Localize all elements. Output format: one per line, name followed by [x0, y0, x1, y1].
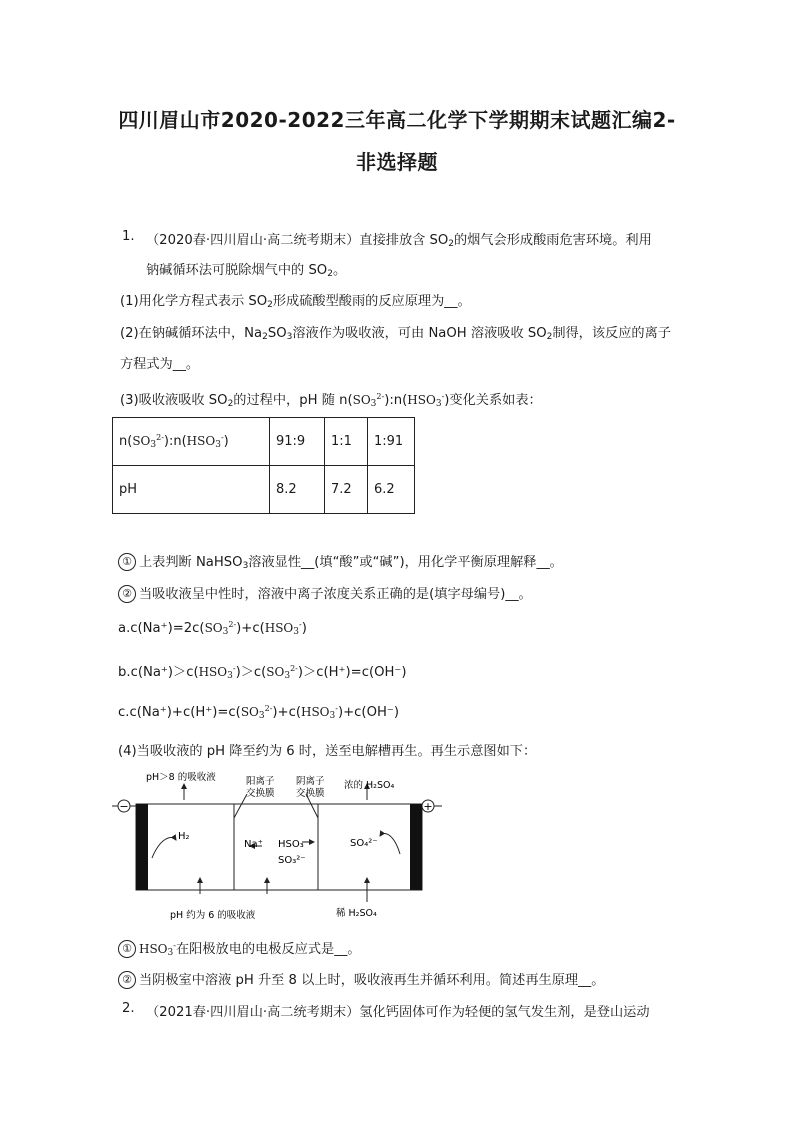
label-dilute-h2so4: 稀 H₂SO₄ — [336, 908, 377, 919]
question-1-part2: (2)在钠碱循环法中，$Na_2SO_3$溶液作为吸收液，可由 NaOH 溶液吸收 $SO_2$制得，该反应的离子 — [120, 326, 671, 342]
label-cation-membrane: 阳离子 — [246, 776, 275, 787]
document-title-line2: 非选择题 — [356, 150, 438, 174]
table-row — [113, 466, 415, 514]
plus-sign: + — [423, 800, 433, 813]
question-1-part2-cont: 方程式为__。 — [120, 357, 200, 372]
document-title-line1: 四川眉山市2020-2022三年高二化学下学期期末试题汇编2- — [118, 108, 676, 132]
table-row — [113, 418, 415, 466]
option-b: $b.c(Na^+)>c(HSO_3^-)>c(SO_3^{2-})>c(H^+)=c(OH^-)$ — [118, 664, 407, 681]
option-a: $a.c(Na^+)=2c(SO_3^{2-})+c(HSO_3^-)$ — [118, 620, 307, 637]
label-so3-ion: SO₃²⁻ — [278, 855, 306, 866]
label-anion-membrane: 阴离子 — [296, 776, 325, 787]
question-2-number: 2. — [122, 1001, 135, 1016]
table-cell: 8.2 — [270, 466, 325, 514]
minus-sign: − — [119, 800, 129, 813]
table-cell: 7.2 — [325, 466, 368, 514]
table-cell-label: pH — [113, 466, 270, 514]
label-so4-ion: SO₄²⁻ — [350, 838, 378, 849]
cathode — [136, 804, 148, 890]
question-1-part3-sub2: ② 当吸收液呈中性时，溶液中离子浓度关系正确的是(填字母编号)__。 — [118, 583, 532, 603]
table-cell: 91:9 — [270, 418, 325, 466]
option-c: $c.c(Na^+)+c(H^+)=c(SO_3^{2-})+c(HSO_3^-)+c(OH^-)$ — [118, 704, 399, 721]
question-1-part3-sub1: ① 上表判断 NaHSO$_3$溶液显性__(填“酸”或“碱”)，用化学平衡原理解释__。 — [118, 551, 563, 571]
question-1-intro: （2020春·四川眉山·高二统考期末）直接排放含 $SO_2$的烟气会形成酸雨危害环境。利用 — [146, 233, 652, 249]
table-cell-label: $n(SO_3^{2-}):n(HSO_3^-)$ — [113, 418, 270, 466]
table-cell: 6.2 — [368, 466, 415, 514]
label-h2: H₂ — [178, 831, 190, 842]
question-2-intro: （2021春·四川眉山·高二统考期末）氢化钙固体可作为轻便的氢气发生剂，是登山运动 — [146, 1005, 650, 1020]
label-hso3-ion: HSO₃⁻ — [278, 839, 310, 850]
electrolysis-diagram — [112, 768, 442, 924]
question-1-part4: (4)当吸收液的 pH 降至约为 6 时，送至电解槽再生。再生示意图如下： — [118, 744, 537, 759]
table-cell: 1:91 — [368, 418, 415, 466]
label-na-ion: Na⁺ — [244, 839, 263, 850]
ph-ratio-table — [112, 417, 415, 514]
table-cell: 1:1 — [325, 418, 368, 466]
label-conc-h2so4: 浓的 H₂SO₄ — [344, 780, 395, 791]
label-exchange-membrane: 交换膜 — [296, 788, 325, 799]
question-1-part3: (3)吸收液吸收 $SO_2$的过程中，pH 随 $n(SO_3^{2-}):n(HSO_3^-)$变化关系如表： — [120, 392, 542, 409]
label-ph-about-6: pH 约为 6 的吸收液 — [170, 910, 256, 921]
question-1-part1: (1)用化学方程式表示 $SO_2$形成硫酸型酸雨的反应原理为__。 — [120, 294, 471, 310]
label-ph-above-8: pH＞8 的吸收液 — [146, 772, 216, 783]
label-exchange-membrane: 交换膜 — [246, 788, 275, 799]
question-1-part4-sub1: ① $HSO_3^-$在阳极放电的电极反应式是__。 — [118, 938, 361, 958]
question-1-part4-sub2: ② 当阴极室中溶液 pH 升至 8 以上时，吸收液再生并循环利用。简述再生原理__。 — [118, 969, 604, 989]
question-1-intro-cont: 钠碱循环法可脱除烟气中的 $SO_2$。 — [146, 263, 347, 279]
question-1-number: 1. — [122, 229, 135, 244]
anode — [410, 804, 422, 890]
